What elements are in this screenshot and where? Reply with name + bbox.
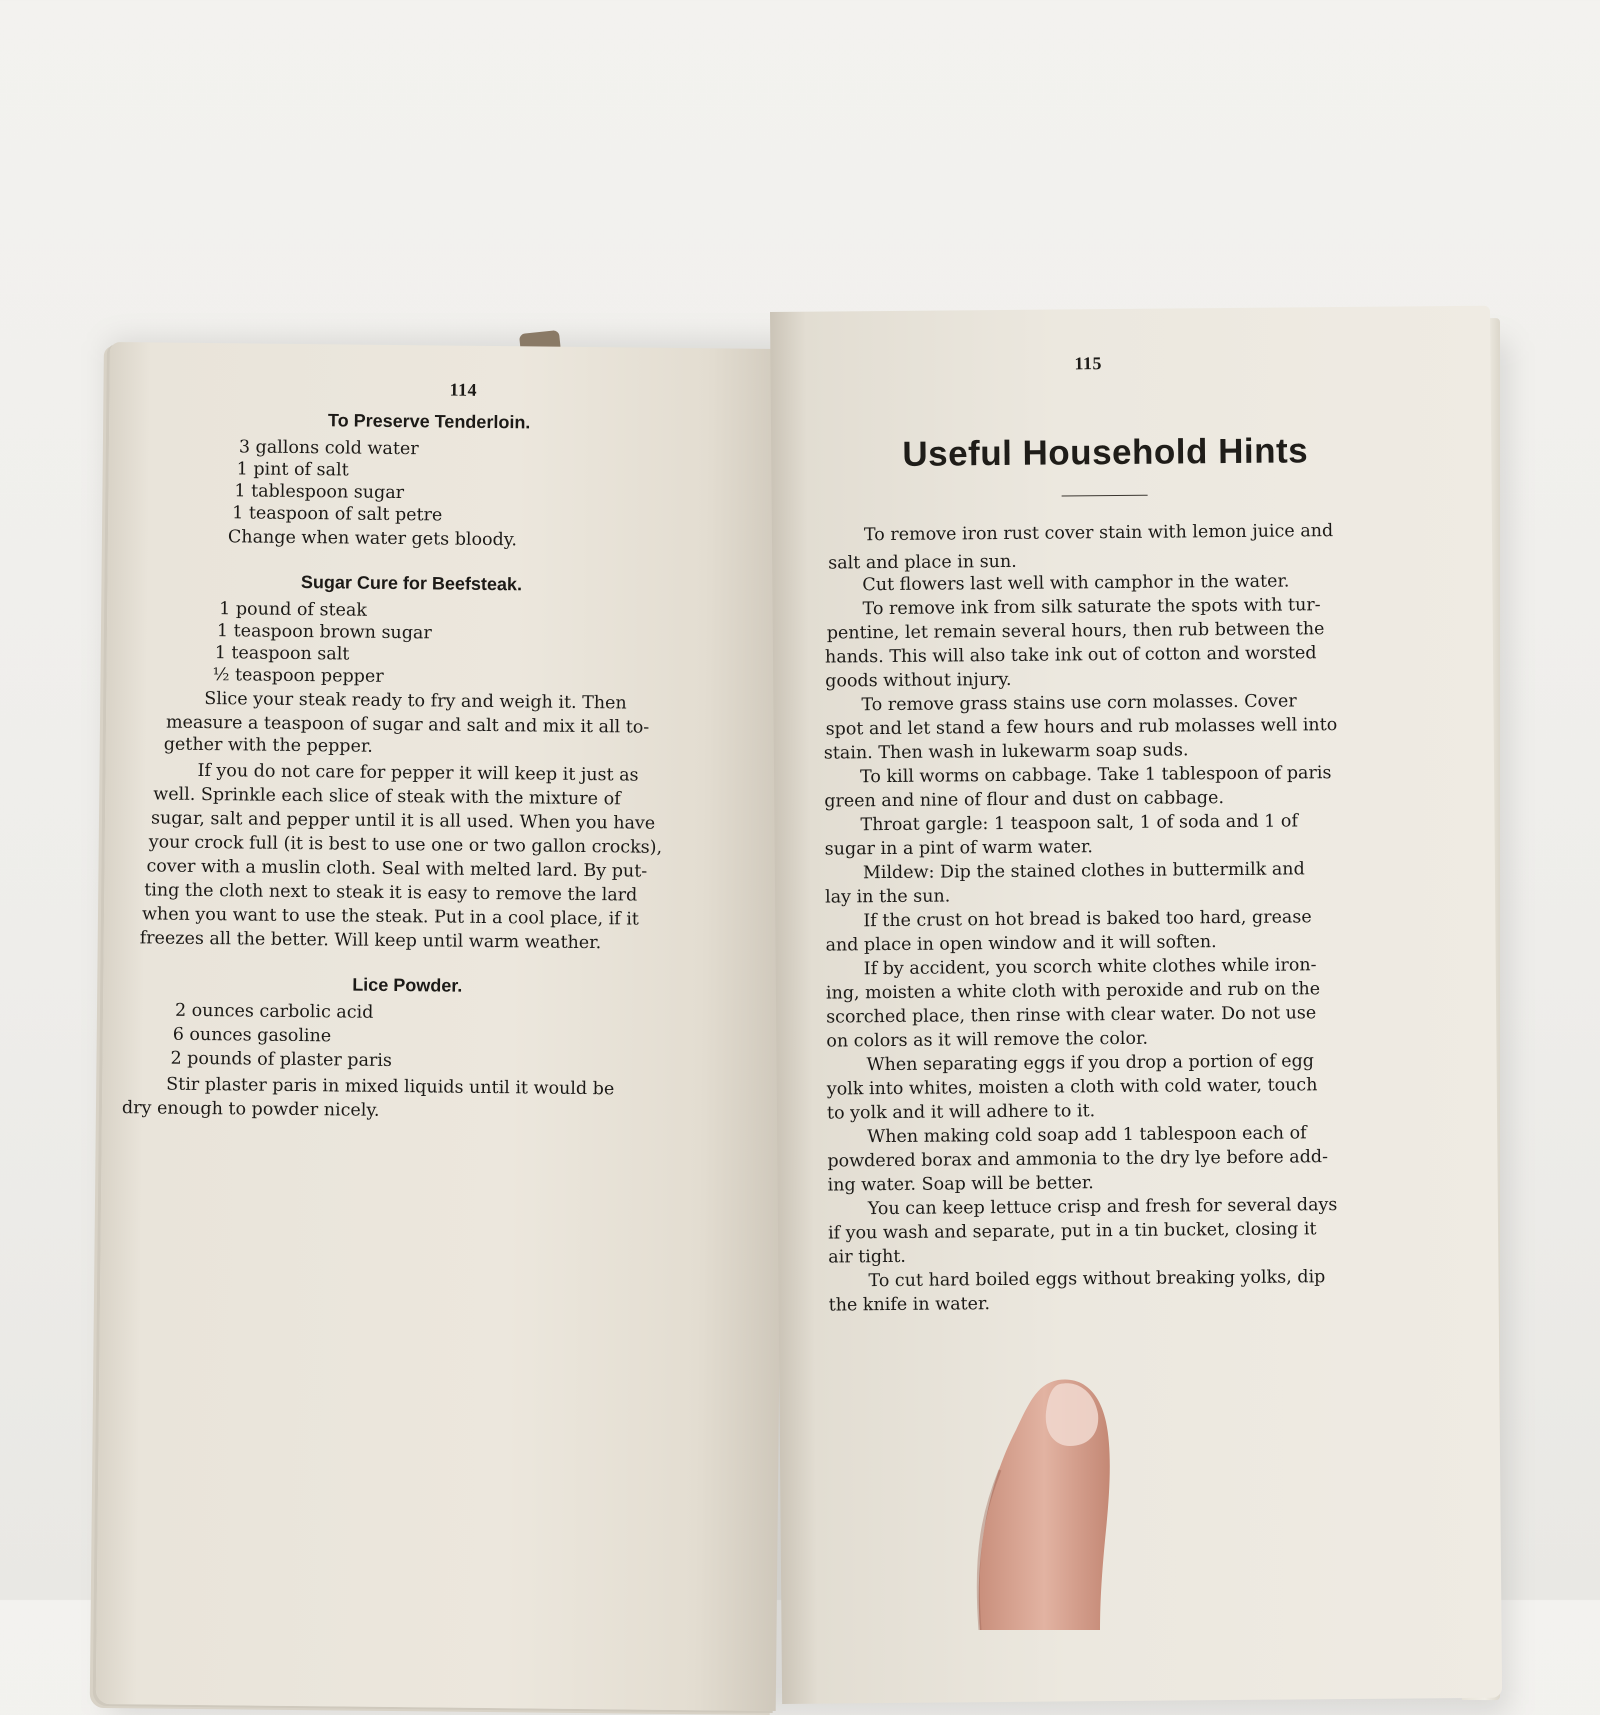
recipe-heading: Sugar Cure for Beefsteak. [300,572,523,595]
paragraph-line: when you want to use the steak. Put in a cool place, if it [141,904,640,930]
paragraph-line: ting the cloth next to steak it is easy to remove the lard [144,880,638,906]
left-page [96,342,790,1711]
hint-line: When separating eggs if you drop a portion of egg [866,1051,1315,1076]
paragraph-line: measure a teaspoon of sugar and salt and mix it all to- [165,712,650,738]
hint-line: and place in open window and it will soften. [825,932,1217,956]
finger [960,1370,1140,1630]
paragraph-line: Slice your steak ready to fry and weigh it. Then [204,689,627,714]
ingredient-line: 2 pounds of plaster paris [170,1048,393,1071]
page-number: 114 [449,379,478,400]
hint-line: salt and place in sun. [828,551,1017,574]
hint-line: To remove ink from silk saturate the spots with tur- [862,595,1321,620]
paragraph-line: Stir plaster paris in mixed liquids until it would be [166,1074,615,1100]
paragraph-line: sugar, salt and pepper until it is all used. When you have [150,808,656,834]
hint-line: scorched place, then rinse with clear water. Do not use [826,1003,1317,1028]
hint-line: hands. This will also take ink out of cotton and worsted [824,643,1317,668]
hint-line: the knife in water. [828,1294,991,1316]
ingredient-line: 1 teaspoon of salt petre [232,503,443,526]
paragraph-line: well. Sprinkle each slice of steak with the mixture of [153,784,621,810]
ingredient-line: 6 ounces gasoline [172,1024,332,1047]
hint-line: powdered borax and ammonia to the dry lye before add- [827,1147,1329,1172]
hint-line: Mildew: Dip the stained clothes in buttermilk and [862,859,1305,884]
ingredient-line: 1 pound of steak [219,599,368,621]
hint-line: yolk into whites, moisten a cloth with cold water, touch [826,1075,1318,1100]
ingredient-line: ½ teaspoon pepper [212,665,384,687]
hint-line: Cut flowers last well with camphor in the water. [862,571,1290,596]
hint-line: lay in the sun. [825,886,951,908]
hint-line: When making cold soap add 1 tablespoon each of [867,1123,1307,1148]
hint-line: sugar in a pint of warm water. [824,837,1094,860]
instruction-line: Change when water gets bloody. [227,527,518,551]
hint-line: to yolk and it will adhere to it. [826,1101,1096,1124]
ingredient-line: 2 ounces carbolic acid [174,1000,374,1023]
paragraph-line: gether with the pepper. [163,734,374,757]
hint-line: ing, moisten a white cloth with peroxide and rub on the [825,979,1321,1004]
ingredient-line: 1 teaspoon brown sugar [216,621,432,644]
paragraph-line: dry enough to powder nicely. [121,1098,380,1121]
hint-line: You can keep lettuce crisp and fresh for several days [867,1195,1338,1220]
hint-line: Throat gargle: 1 teaspoon salt, 1 of soda and 1 of [860,811,1298,836]
page-title: Useful Household Hints [902,431,1309,474]
ingredient-line: 1 tablespoon sugar [234,481,405,504]
paragraph-line: If you do not care for pepper it will keep it just as [197,760,639,786]
hint-line: stain. Then wash in lukewarm soap suds. [823,740,1189,764]
recipe-heading: To Preserve Tenderloin. [327,410,531,433]
hint-line: if you wash and separate, put in a tin bucket, closing it [827,1219,1317,1244]
hint-line: ing water. Soap will be better. [827,1173,1094,1196]
hint-line: on colors as it will remove the color. [826,1028,1149,1052]
hint-line: If by accident, you scorch white clothes while iron- [863,955,1317,980]
hint-line: If the crust on hot bread is baked too hard, grease [863,907,1312,932]
hint-line: To cut hard boiled eggs without breaking yolks, dip [868,1267,1326,1292]
hint-line: green and nine of flour and dust on cabbage. [824,788,1225,812]
hint-line: To remove iron rust cover stain with lemon juice and [863,521,1334,546]
hint-line: spot and let stand a few hours and rub molasses well into [825,715,1338,740]
paragraph-line: your crock full (it is best to use one or two gallon crocks), [148,832,663,858]
paragraph-line: freezes all the better. Will keep until warm weather. [139,928,602,954]
hint-line: To remove grass stains use corn molasses. Cover [861,691,1297,716]
page-number: 115 [1074,353,1103,374]
hint-line: air tight. [828,1246,906,1268]
paragraph-line: cover with a muslin cloth. Seal with melted lard. By put- [146,856,648,882]
ingredient-line: 1 teaspoon salt [214,643,350,665]
hint-line: To kill worms on cabbage. Take 1 tablespoon of paris [859,763,1332,788]
ingredient-line: 1 pint of salt [236,459,349,481]
hint-line: pentine, let remain several hours, then rub between the [826,619,1325,644]
recipe-heading: Lice Powder. [352,974,463,996]
hint-line: goods without injury. [825,669,1012,692]
title-rule [1062,495,1148,497]
ingredient-line: 3 gallons cold water [238,437,419,460]
